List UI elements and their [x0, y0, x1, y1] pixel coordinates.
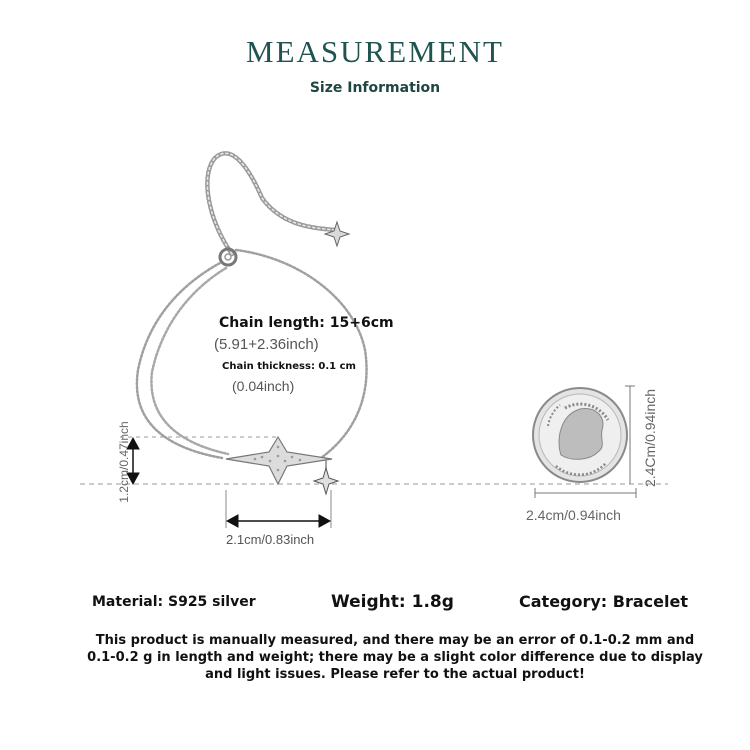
quarter-coin-image — [533, 388, 627, 482]
chain-length-inch-label: (5.91+2.36inch) — [214, 336, 319, 353]
chain-length-label: Chain length: 15+6cm — [219, 315, 394, 331]
material-spec: Material: S925 silver — [92, 594, 256, 610]
star-width-label: 2.1cm/0.83inch — [226, 532, 315, 547]
coin-width-label: 2.4cm/0.94inch — [526, 507, 621, 523]
star-width-dimension — [226, 490, 331, 528]
chain-thickness-inch-label: (0.04inch) — [232, 378, 295, 394]
star-pendant-icon — [226, 437, 332, 484]
category-spec: Category: Bracelet — [519, 592, 688, 611]
coin-width-dimension — [535, 488, 636, 498]
star-height-label: 1.2cm/0.47inch — [117, 421, 131, 503]
chain-thickness-label: Chain thickness: 0.1 cm — [222, 361, 356, 372]
coin-height-label: 2.4Cm/0.94inch — [642, 388, 658, 488]
weight-spec: Weight: 1.8g — [331, 592, 454, 612]
page-subtitle: Size Information — [309, 80, 441, 96]
page-title: MEASUREMENT — [246, 34, 504, 69]
measurement-notice: This product is manually measured, and there may be an error of 0.1-0.2 mm and 0.1-0.2 g in length and weight; there may be a slight color difference due to display and light issues. Please refer to the actual product! — [87, 633, 703, 682]
dangle-star-icon — [314, 468, 338, 494]
extender-star-icon — [325, 222, 349, 246]
